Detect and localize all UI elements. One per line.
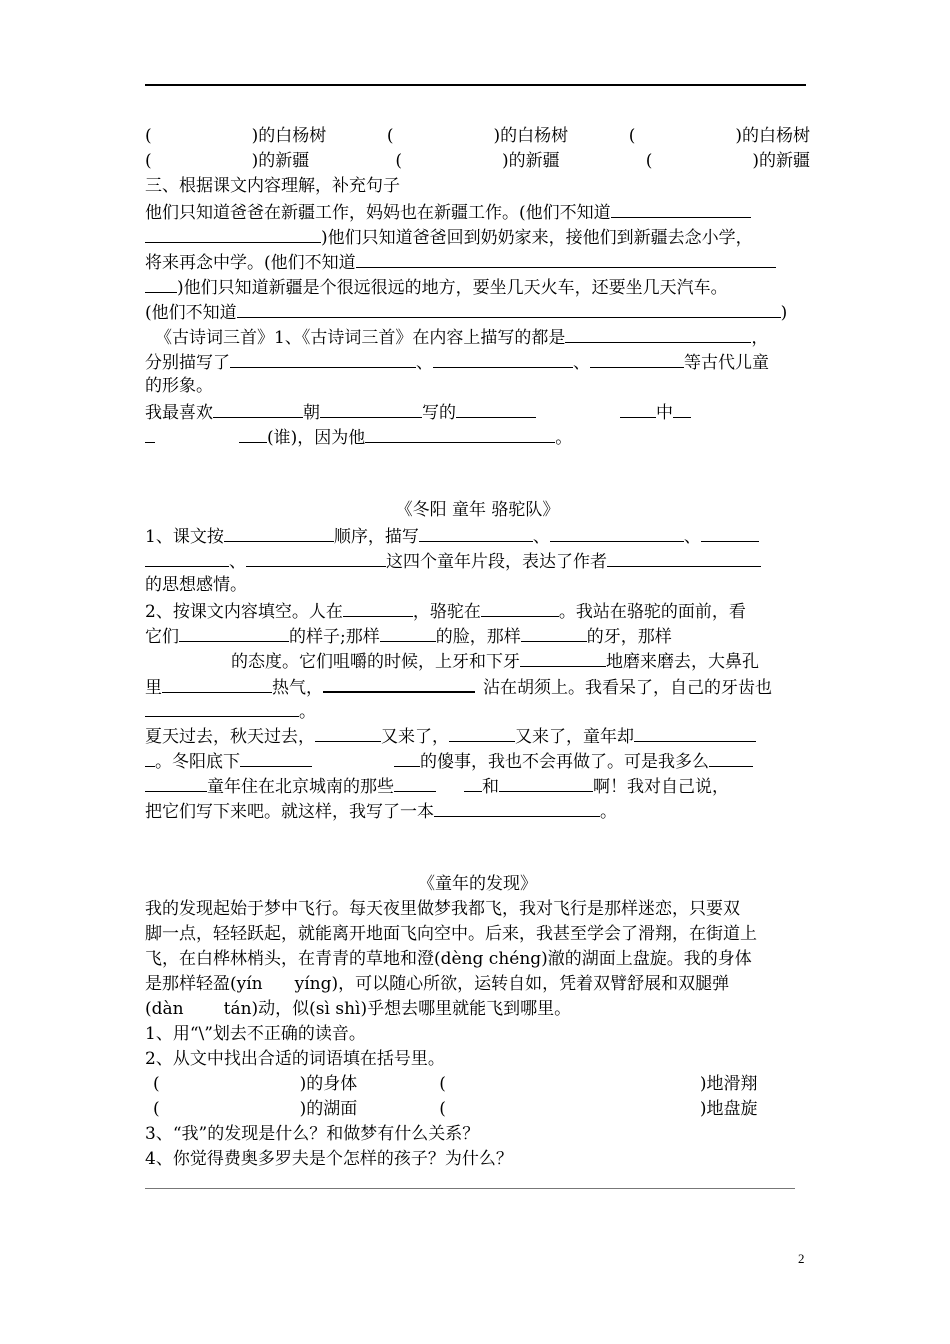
answer-blank[interactable] [520,648,606,667]
dongyang-q2-line1: 2、按课文内容填空。人在 ，骆驼在 。我站在骆驼的面前，看 [145,598,810,624]
answer-blank[interactable] [701,523,759,542]
answer-blank[interactable] [521,623,587,642]
bracket-open: ( [145,151,152,171]
answer-blank[interactable] [394,748,420,767]
answer-blank[interactable] [230,349,416,368]
dongyang-q3-line2: 。冬阳底下 的傻事，我也不会再做了。可是我多么 [145,748,810,774]
baiyangshu-row [145,124,810,148]
section3-line2: )他们只知道爸爸回到奶奶家来，接他们到新疆去念小学， [145,224,810,250]
answer-blank[interactable] [315,723,381,742]
dongyang-q2-line4: 里 热气， 沾在胡须上。我看呆了，自己的牙齿也 [145,673,810,700]
answer-blank[interactable] [434,798,600,817]
answer-blank[interactable] [162,674,272,693]
discovery-p4: 是那样轻盈(yín yíng)，可以随心所欲，运转自如，凭着双臂舒展和双腿弹 [145,974,730,994]
answer-blank[interactable] [240,748,312,767]
discovery-q3: 3、“我”的发现是什么？和做梦有什么关系？ [145,1124,480,1144]
answer-blank[interactable] [620,399,656,418]
discovery-title: 《童年的发现》 [418,874,537,894]
answer-blank[interactable] [464,773,482,792]
answer-blank[interactable] [145,424,155,443]
answer-blank[interactable] [179,623,289,642]
answer-blank[interactable] [673,399,691,418]
blank-label: )的白杨树 [493,126,569,146]
blank-label: )的新疆 [251,151,310,171]
answer-blank[interactable] [709,748,753,767]
bracket-open: ( [395,151,402,171]
poems-line4: 我最喜欢 朝 写的 中 [145,399,810,425]
answer-blank[interactable] [565,324,751,343]
answer-blank[interactable] [481,598,559,617]
poems-line5: (谁)，因为他 。 [145,424,810,450]
answer-blank[interactable] [550,523,684,542]
discovery-q1: 1、用“\”划去不正确的读音。 [145,1024,366,1044]
answer-blank[interactable] [634,723,756,742]
answer-blank[interactable] [449,723,515,742]
dongyang-q1-line2: 、 这四个童年片段，表达了作者 [145,548,810,574]
answer-blank[interactable] [145,548,229,567]
section3-line3: 将来再念中学。(他们不知道 [145,249,810,275]
answer-blank[interactable] [365,424,555,443]
discovery-p2: 脚一点，轻轻跃起，就能离开地面飞向空中。后来，我甚至学会了滑翔，在街道上 [145,924,757,944]
section3-line5: (他们不知道 ) [145,299,810,325]
bracket-open: ( [645,151,653,171]
answer-blank[interactable] [239,424,267,443]
answer-blank[interactable] [590,349,684,368]
discovery-p3: 飞，在白桦林梢头，在青青的草地和澄(dèng chéng)澈的湖面上盘旋。我的身体 [145,949,752,969]
answer-blank[interactable] [246,548,386,567]
dongyang-title: 《冬阳 童年 骆驼队》 [395,500,560,520]
discovery-p1: 我的发现起始于梦中飞行。每天夜里做梦我都飞，我对飞行是那样迷恋，只要双 [145,899,740,919]
top-rule [145,84,806,86]
answer-blank[interactable] [356,249,776,268]
answer-blank[interactable] [419,523,533,542]
bottom-rule [145,1188,795,1189]
bracket-open: ( [386,126,394,146]
answer-blank[interactable] [456,399,536,418]
answer-blank[interactable] [343,598,413,617]
dongyang-q1-line1: 1、课文按 顺序，描写 、 、 [145,523,810,549]
dongyang-q1-line3: 的思想感情。 [145,575,247,595]
dongyang-q2-line5: 。 [145,698,810,724]
section3-line1: 他们只知道爸爸在新疆工作，妈妈也在新疆工作。(他们不知道 [145,199,810,225]
answer-blank[interactable] [145,224,321,243]
answer-blank[interactable] [237,299,781,318]
poems-line1: 《古诗词三首》1、《古诗词三首》在内容上描写的都是 ， [145,324,810,350]
dongyang-q2-line2: 它们 的样子;那样 的脸，那样 的牙，那样 [145,623,810,649]
dongyang-q3-line4: 把它们写下来吧。就这样，我写了一本 。 [145,798,810,824]
answer-blank[interactable] [433,349,573,368]
poems-line3: 的形象。 [145,376,213,396]
page-number: 2 [798,1251,805,1266]
answer-blank[interactable] [611,199,751,218]
bracket-open: ( [145,126,152,146]
xinjiang-row [145,149,810,173]
section3-heading: 三、根据课文内容理解，补充句子 [145,176,400,196]
answer-blank[interactable] [499,773,593,792]
dongyang-q2-line3: 的态度。它们咀嚼的时候，上牙和下牙 地磨来磨去，大鼻孔 [145,648,810,674]
blank-label: )的白杨树 [735,126,810,146]
blank-label: )的白杨树 [251,126,327,146]
blank-label: )的新疆 [502,151,560,171]
answer-blank[interactable] [145,748,155,767]
answer-blank[interactable] [320,399,422,418]
answer-blank[interactable] [224,523,334,542]
answer-blank[interactable] [145,698,299,717]
dongyang-q3-line3: 童年住在北京城南的那些 和 啊！我对自己说， [145,773,810,799]
answer-blank[interactable] [213,399,303,418]
section3-line4: )他们只知道新疆是个很远很远的地方，要坐几天火车，还要坐几天汽车。 [145,274,810,300]
answer-blank[interactable] [380,623,436,642]
answer-blank[interactable] [323,673,475,693]
discovery-p5: (dàn tán)动，似(sì shì)乎想去哪里就能飞到哪里。 [145,999,572,1019]
answer-blank[interactable] [145,773,207,792]
poems-line2: 分别描写了 、 、 等古代儿童 [145,349,810,375]
discovery-q2: 2、从文中找出合适的词语填在括号里。 [145,1049,445,1069]
answer-blank[interactable] [394,773,436,792]
answer-blank[interactable] [607,548,761,567]
discovery-row1: ( )的身体 ( )地滑翔 [153,1074,758,1094]
dongyang-q3-line1: 夏天过去，秋天过去， 又来了， 又来了，童年却 [145,723,810,749]
discovery-row2: ( )的湖面 ( )地盘旋 [153,1099,758,1119]
blank-label: )的新疆 [752,151,810,171]
discovery-q4: 4、你觉得费奥多罗夫是个怎样的孩子？为什么？ [145,1149,513,1169]
answer-blank[interactable] [145,274,177,293]
bracket-open: ( [628,126,636,146]
